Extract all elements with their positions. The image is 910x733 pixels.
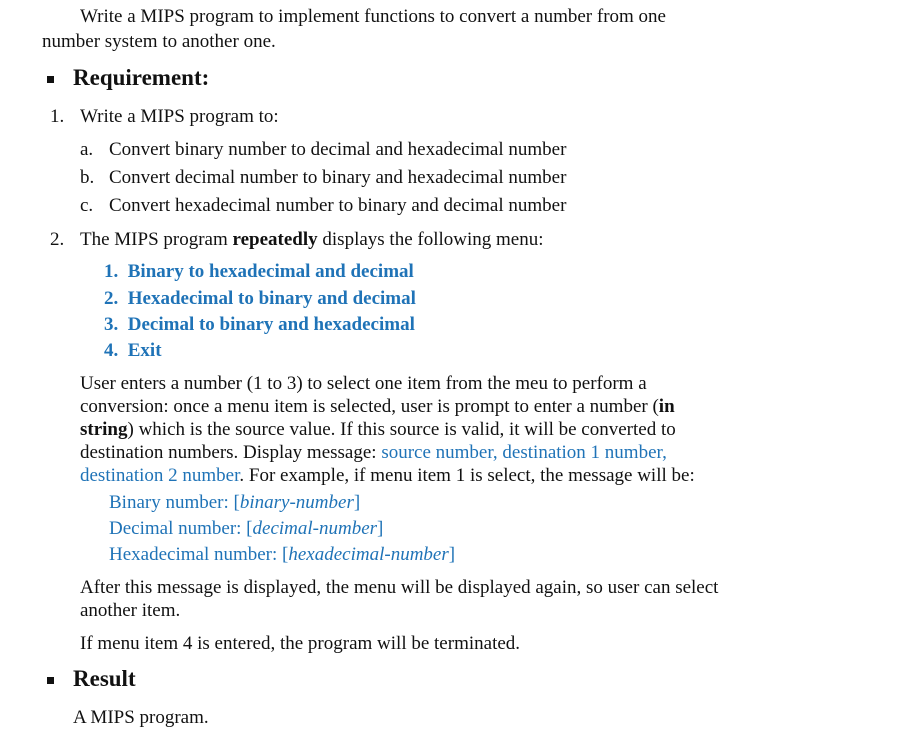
subitem-b-text: Convert decimal number to binary and hexadecimal number: [109, 167, 567, 188]
menu-item-2: 2. Hexadecimal to binary and decimal: [104, 288, 416, 309]
bullet-icon: [47, 76, 54, 83]
menu-item-3: 3. Decimal to binary and hexadecimal: [104, 314, 415, 335]
subitem-a-letter: a.: [80, 139, 94, 160]
result-text: A MIPS program.: [73, 707, 209, 728]
menu-item-1: 1. Binary to hexadecimal and decimal: [104, 261, 414, 282]
subitem-c-text: Convert hexadecimal number to binary and decimal number: [109, 195, 567, 216]
after-line-2: another item.: [80, 600, 181, 621]
item-2-number: 2.: [50, 229, 65, 250]
para-line-3: string) which is the source value. If this source is valid, it will be converted to: [80, 419, 676, 440]
requirement-heading: Requirement:: [73, 65, 210, 90]
item-1-number: 1.: [50, 106, 65, 127]
item-1-text: Write a MIPS program to:: [80, 106, 279, 127]
after-line-1: After this message is displayed, the menu will be displayed again, so user can select: [80, 577, 719, 598]
para-line-5: destination 2 number. For example, if menu item 1 is select, the message will be:: [80, 465, 695, 486]
bullet-icon: [47, 677, 54, 684]
message-decimal: Decimal number: [decimal-number]: [109, 518, 384, 539]
result-heading: Result: [73, 666, 136, 691]
subitem-b-letter: b.: [80, 167, 95, 188]
intro-line-1: Write a MIPS program to implement functions to convert a number from one: [80, 6, 666, 27]
subitem-c-letter: c.: [80, 195, 94, 216]
message-binary: Binary number: [binary-number]: [109, 492, 361, 513]
intro-line-2: number system to another one.: [42, 31, 276, 52]
para-line-1: User enters a number (1 to 3) to select one item from the meu to perform a: [80, 373, 647, 394]
subitem-a-text: Convert binary number to decimal and hexadecimal number: [109, 139, 567, 160]
menu-item-4: 4. Exit: [104, 340, 162, 361]
item-2-text: The MIPS program repeatedly displays the following menu:: [80, 229, 544, 250]
para-line-4: destination numbers. Display message: source number, destination 1 number,: [80, 442, 667, 463]
para-line-2: conversion: once a menu item is selected, user is prompt to enter a number (in: [80, 396, 675, 417]
message-hexadecimal: Hexadecimal number: [hexadecimal-number]: [109, 544, 456, 565]
terminate-line: If menu item 4 is entered, the program will be terminated.: [80, 633, 521, 654]
